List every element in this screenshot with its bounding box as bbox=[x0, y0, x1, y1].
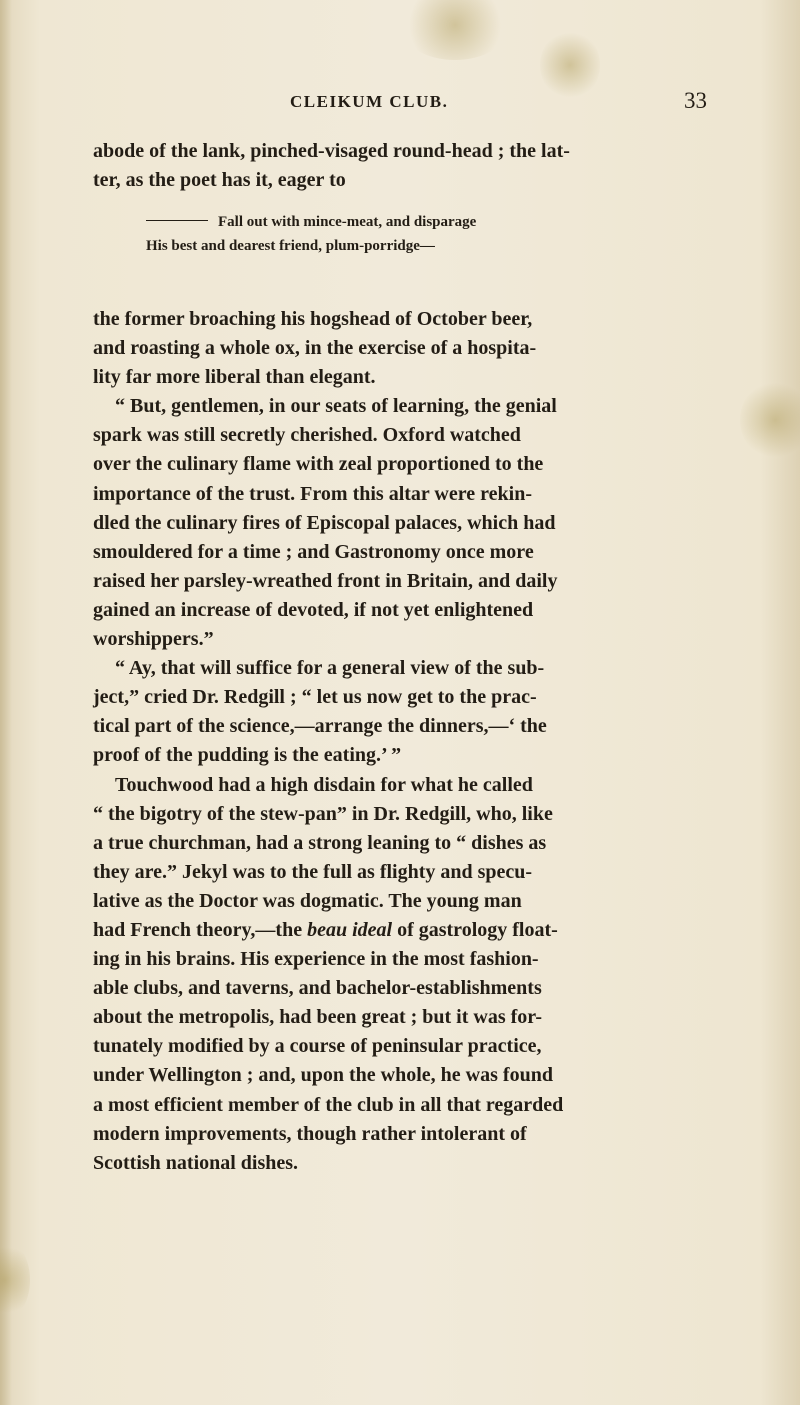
page-left-edge bbox=[0, 0, 12, 1405]
text-run: had French theory,—the bbox=[93, 918, 308, 941]
text-line: proof of the pudding is the eating.’ ” bbox=[93, 744, 402, 767]
verse-quotation bbox=[146, 210, 616, 258]
text-line: abode of the lank, pinched-visaged round-head ; the lat- bbox=[93, 140, 570, 162]
text-line: a most efficient member of the club in all that regarded bbox=[93, 1093, 564, 1116]
text-line: Scottish national dishes. bbox=[93, 1151, 299, 1174]
text-line: “ the bigotry of the stew-pan” in Dr. Redgill, who, like bbox=[93, 802, 553, 825]
text-line: tunately modified by a course of peninsular practice, bbox=[93, 1035, 542, 1058]
text-line: worshippers.” bbox=[93, 628, 214, 651]
running-title: CLEIKUM CLUB. bbox=[290, 92, 449, 111]
text-line: importance of the trust. From this altar were rekin- bbox=[93, 482, 532, 505]
ink-stain bbox=[400, 0, 510, 60]
text-line: about the metropolis, had been great ; but it was for- bbox=[93, 1006, 543, 1029]
text-line: smouldered for a time ; and Gastronomy once more bbox=[93, 540, 534, 563]
text-line: and roasting a whole ox, in the exercise of a hospita- bbox=[93, 337, 537, 360]
text-line: spark was still secretly cherished. Oxford watched bbox=[93, 424, 521, 447]
text-line: modern improvements, though rather intolerant of bbox=[93, 1122, 527, 1145]
text-line: ject,” cried Dr. Redgill ; “ let us now get to the prac- bbox=[93, 686, 537, 709]
text-line: lative as the Doctor was dogmatic. The young man bbox=[93, 889, 522, 912]
italic-phrase: beau ideal bbox=[307, 918, 393, 941]
text-line: ter, as the poet has it, eager to bbox=[93, 169, 346, 192]
text-line: a true churchman, had a strong leaning to “ dishes as bbox=[93, 831, 547, 854]
ink-stain bbox=[0, 1240, 30, 1320]
paragraph bbox=[93, 305, 705, 1178]
text-run: of gastrology float- bbox=[392, 918, 558, 941]
page-header bbox=[0, 88, 800, 122]
verse-line bbox=[146, 210, 616, 234]
page-number: 33 bbox=[684, 88, 707, 113]
text-line: lity far more liberal than elegant. bbox=[93, 366, 376, 389]
text-line: “ But, gentlemen, in our seats of learning, the genial bbox=[115, 395, 557, 418]
ink-stain bbox=[740, 380, 800, 460]
verse-line: His best and dearest friend, plum-porridge— bbox=[146, 238, 435, 254]
text-line: under Wellington ; and, upon the whole, he was found bbox=[93, 1064, 553, 1087]
text-line: the former broaching his hogshead of October beer, bbox=[93, 308, 533, 330]
text-line bbox=[93, 916, 705, 945]
text-line: ing in his brains. His experience in the most fashion- bbox=[93, 948, 539, 971]
paragraph-continuation bbox=[93, 137, 705, 195]
text-line: Touchwood had a high disdain for what he called bbox=[115, 773, 533, 796]
text-line: tical part of the science,—arrange the dinners,—‘ the bbox=[93, 715, 547, 738]
text-line: over the culinary flame with zeal proportioned to the bbox=[93, 453, 544, 476]
text-line: able clubs, and taverns, and bachelor-establishments bbox=[93, 977, 542, 1000]
ink-stain bbox=[540, 30, 600, 100]
text-line: dled the culinary fires of Episcopal palaces, which had bbox=[93, 511, 556, 534]
text-line: gained an increase of devoted, if not yet enlightened bbox=[93, 598, 534, 621]
verse-dash bbox=[146, 220, 208, 221]
text-line: raised her parsley-wreathed front in Britain, and daily bbox=[93, 569, 558, 592]
verse-line-text: Fall out with mince-meat, and disparage bbox=[218, 214, 477, 230]
text-line: they are.” Jekyl was to the full as flighty and specu- bbox=[93, 860, 533, 883]
text-line: “ Ay, that will suffice for a general view of the sub- bbox=[115, 657, 545, 680]
